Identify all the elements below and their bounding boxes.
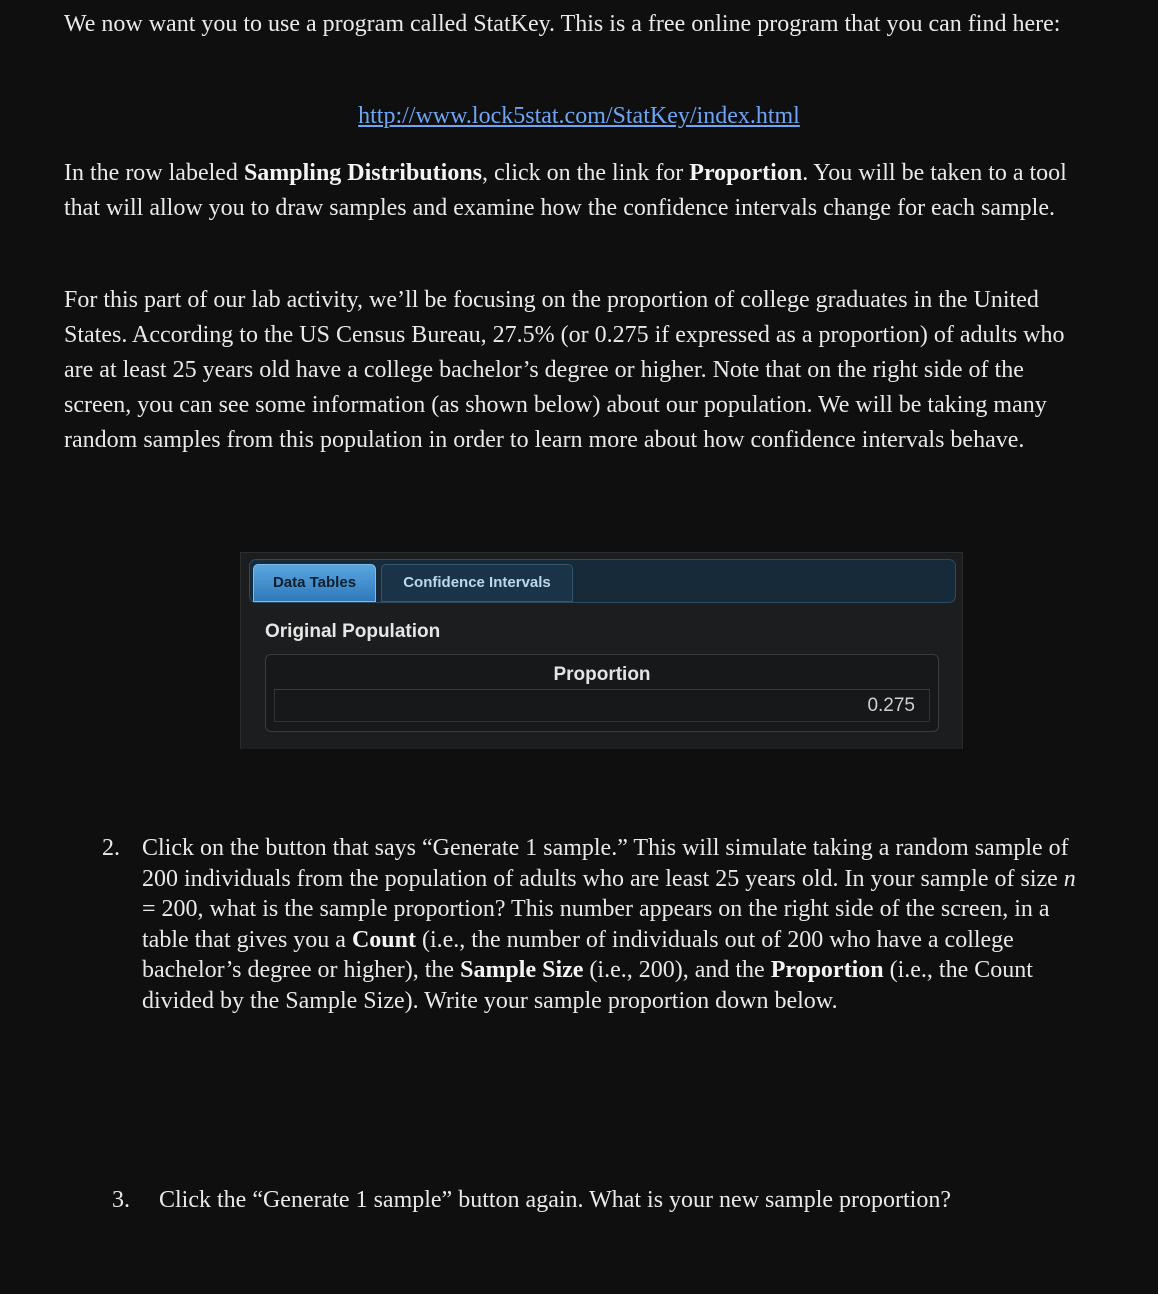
para2-text-3: . You will be taken to a tool that will allow you to draw samples and examine how the confidence intervals change for each sample. <box>64 160 1067 221</box>
population-paragraph <box>64 283 1094 458</box>
q2-text-3: (i.e., the number of individuals out of 200 who have a college bachelor’s degree or higher), the <box>142 926 1014 983</box>
tab-data-tables[interactable]: Data Tables <box>253 564 376 602</box>
count-bold: Count <box>351 926 416 953</box>
q2-text-2: = 200, what is the sample proportion? This number appears on the right side of the screen, in a table that gives you a <box>142 896 1050 953</box>
question-3-text: Click the “Generate 1 sample” button again. What is your new sample proportion? <box>159 1187 951 1213</box>
sampling-instructions-paragraph <box>64 156 1094 226</box>
proportion-column-header: Proportion <box>274 661 930 690</box>
question-2 <box>102 833 1092 1053</box>
statkey-link-line <box>0 99 1158 134</box>
proportion-value-cell: 0.275 <box>274 690 930 722</box>
population-table <box>265 654 939 732</box>
proportion-bold: Proportion <box>689 160 803 186</box>
proportion-bold-q2: Proportion <box>770 957 884 983</box>
original-population-title: Original Population <box>265 621 441 642</box>
question-2-number: 2. <box>102 835 120 861</box>
para2-text-2: , click on the link for <box>482 160 690 186</box>
intro-paragraph <box>64 7 1094 42</box>
question-3 <box>112 1185 1092 1217</box>
para2-text-1: In the row labeled <box>64 160 244 186</box>
population-text: For this part of our lab activity, we’ll be focusing on the proportion of college graduates in the United States. According to the US Census Bureau, 27.5% (or 0.275 if expressed as a proportion) of adults who are at least 25 years old have a college bachelor’s degree or higher. Note that on the right side of the screen, you can see some information (as shown below) about our population. We will be taking many random samples from this population in order to learn more about how confidence intervals behave. <box>64 287 1065 453</box>
q2-n-italic: n <box>1063 865 1076 892</box>
tab-bar <box>249 559 956 603</box>
q2-text-5: (i.e., the Count divided by the Sample Size). Write your sample proportion down below. <box>142 957 1033 1014</box>
sampling-distributions-bold: Sampling Distributions <box>243 160 483 186</box>
question-2-text <box>142 833 1092 1016</box>
sample-size-bold: Sample Size <box>460 957 584 983</box>
statkey-link[interactable]: http://www.lock5stat.com/StatKey/index.html <box>358 103 800 129</box>
q2-text-4: (i.e., 200), and the <box>583 957 771 983</box>
question-3-number: 3. <box>112 1187 130 1213</box>
q2-text-1: Click on the button that says “Generate 1 sample.” This will simulate taking a random sample of 200 individuals from the population of adults who are least 25 years old. In your sample of size <box>142 835 1069 892</box>
intro-text: We now want you to use a program called StatKey. This is a free online program that you can find here: <box>64 11 1061 37</box>
statkey-panel-screenshot <box>240 552 963 749</box>
tab-confidence-intervals[interactable]: Confidence Intervals <box>381 564 573 602</box>
